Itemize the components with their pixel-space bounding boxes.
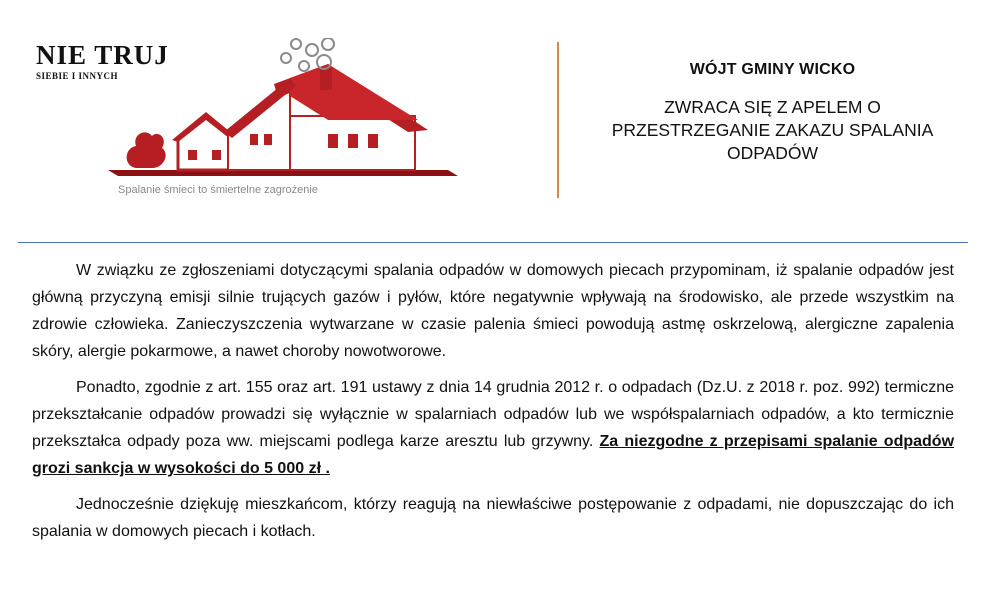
paragraph-1: W związku ze zgłoszeniami dotyczącymi spalania odpadów w domowych piecach przypominam, iż spalanie odpadów jest główną przyczyną emisji silnie trujących gazów i pyłów, które negatywnie wpływają na środowisko, ale przede wszystkim na zdrowie człowieka. Zanieczyszczenia wytwarzane w czasie palenia śmieci powodują astmę oskrzelową, alergiczne zapalenia skóry, alergie pokarmowe, a nawet choroby nowotworowe. [32,262,954,360]
appeal-text [585,96,960,165]
paragraph-2 [32,374,954,482]
brand-subtitle: SIEBIE I INNYCH [36,71,119,81]
appeal-line: PRZESTRZEGANIE ZAKAZU SPALANIA [611,120,934,140]
appeal-line: ODPADÓW [726,143,819,163]
announcement-body [32,257,954,554]
paragraph-2-text: Ponadto, zgodnie z art. 155 oraz art. 191 ustawy z dnia 14 grudnia 2012 r. o odpadach (Dz.U. z 2018 r. poz. 992) termiczne przekształcanie odpadów prowadzi się wyłącznie w spalarniach odpadów lub we współspalarniach odpadów, a kto termicznie przekształca odpady poza ww. miejscami podlega karze aresztu lub grzywny. [32,379,954,450]
heading [585,61,960,165]
heading-title: WÓJT GMINY WICKO [689,61,856,78]
header-divider [557,42,559,198]
brand-title: NIE TRUJ [36,40,169,70]
horizontal-rule [18,242,968,243]
logo [28,38,536,198]
sanction-emphasis: Za niezgodne z przepisami spalanie odpadów grozi sankcja w wysokości do 5 000 zł . [32,433,955,477]
appeal-line: ZWRACA SIĘ Z APELEM O [664,97,881,117]
logo-tagline: Spalanie śmieci to śmiertelne zagrożenie [118,184,318,196]
paragraph-3: Jednocześnie dziękuję mieszkańcom, którzy reagują na niewłaściwe postępowanie z odpadami, nie dopuszczając do ich spalania w domowych piecach i kotłach. [32,496,954,540]
